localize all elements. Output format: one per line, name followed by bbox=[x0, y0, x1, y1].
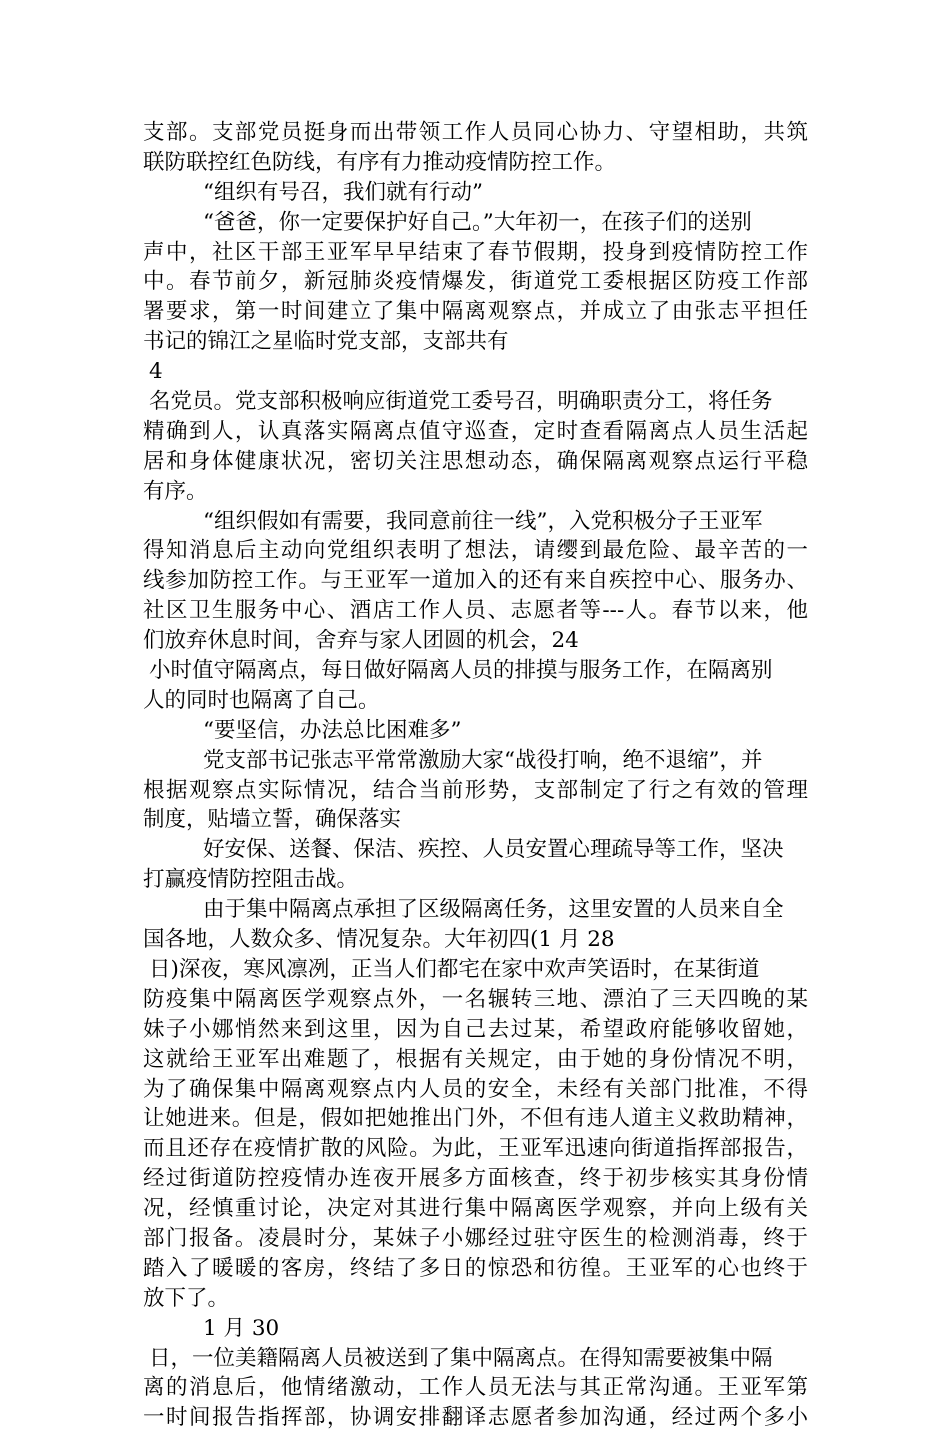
text-line: 为了确保集中隔离观察点内人员的安全，未经有关部门批准，不得 bbox=[143, 1076, 808, 1102]
text-line: 1 月 30 bbox=[203, 1315, 280, 1341]
text-line: 好安保、送餐、保洁、疾控、人员安置心理疏导等工作，坚决 bbox=[203, 837, 784, 863]
text-line: 线参加防控工作。与王亚军一道加入的还有来自疾控中心、服务办、 bbox=[143, 568, 808, 594]
text-line: 社区卫生服务中心、酒店工作人员、志愿者等---人。春节以来，他 bbox=[143, 598, 808, 624]
text-line: 国各地，人数众多、情况复杂。大年初四(1 月 28 bbox=[143, 927, 615, 953]
text-line: 让她进来。但是，假如把她推出门外，不但有违人道主义救助精神， bbox=[143, 1106, 808, 1132]
text-line: 日，一位美籍隔离人员被送到了集中隔离点。在得知需要被集中隔 bbox=[149, 1345, 773, 1371]
text-line: 制度，贴墙立誓，确保落实 bbox=[143, 807, 402, 833]
text-line: 名党员。党支部积极响应街道党工委号召，明确职责分工，将任务 bbox=[149, 389, 773, 415]
text-line: 日)深夜，寒风凛冽，正当人们都宅在家中欢声笑语时，在某街道 bbox=[149, 956, 760, 982]
text-line: “爸爸，你一定要保护好自己。”大年初一，在孩子们的送别 bbox=[203, 209, 752, 235]
text-line: 署要求，第一时间建立了集中隔离观察点，并成立了由张志平担任 bbox=[143, 299, 808, 325]
text-line: 部门报备。凌晨时分，某妹子小娜经过驻守医生的检测消毒，终于 bbox=[143, 1225, 808, 1251]
text-line: 中。春节前夕，新冠肺炎疫情爆发，街道党工委根据区防疫工作部 bbox=[143, 269, 808, 295]
text-line: 精确到人，认真落实隔离点值守巡查，定时查看隔离点人员生活起 bbox=[143, 418, 808, 444]
text-line: 打赢疫情防控阻击战。 bbox=[143, 867, 359, 893]
text-line: 小时值守隔离点，每日做好隔离人员的排摸与服务工作，在隔离别 bbox=[149, 658, 773, 684]
text-line: 离的消息后，他情绪激动，工作人员无法与其正常沟通。王亚军第 bbox=[143, 1375, 808, 1401]
text-line: 由于集中隔离点承担了区级隔离任务，这里安置的人员来自全 bbox=[203, 897, 784, 923]
text-line: 居和身体健康状况，密切关注思想动态，确保隔离观察点运行平稳 bbox=[143, 448, 808, 474]
text-line: 得知消息后主动向党组织表明了想法，请缨到最危险、最辛苦的一 bbox=[143, 538, 808, 564]
text-line: 声中，社区干部王亚军早早结束了春节假期，投身到疫情防控工作 bbox=[143, 239, 808, 265]
text-line: 支部。支部党员挺身而出带领工作人员同心协力、守望相助，共筑 bbox=[143, 120, 808, 145]
text-line: 一时间报告指挥部，协调安排翻译志愿者参加沟通，经过两个多小 bbox=[143, 1405, 808, 1431]
text-line: 党支部书记张志平常常激励大家“战役打响，绝不退缩”，并 bbox=[203, 747, 763, 773]
text-line: 而且还存在疫情扩散的风险。为此，王亚军迅速向街道指挥部报告， bbox=[143, 1136, 808, 1162]
text-line: 这就给王亚军出难题了，根据有关规定，由于她的身份情况不明， bbox=[143, 1046, 808, 1072]
section-heading: “组织有号召，我们就有行动” bbox=[203, 179, 483, 205]
text-line: 联防联控红色防线，有序有力推动疫情防控工作。 bbox=[143, 149, 617, 175]
text-line: 况，经慎重讨论，决定对其进行集中隔离医学观察，并向上级有关 bbox=[143, 1196, 808, 1222]
text-line: 书记的锦江之星临时党支部，支部共有 bbox=[143, 329, 509, 355]
section-heading: “要坚信，办法总比困难多” bbox=[203, 717, 462, 743]
text-line: 经过街道防控疫情办连夜开展多方面核查，终于初步核实其身份情 bbox=[143, 1166, 808, 1192]
text-line: 防疫集中隔离医学观察点外，一名辗转三地、漂泊了三天四晚的某 bbox=[143, 986, 808, 1012]
text-line: 人的同时也隔离了自己。 bbox=[143, 687, 380, 713]
text-line: 妹子小娜悄然来到这里，因为自己去过某，希望政府能够收留她， bbox=[143, 1016, 808, 1042]
text-line: 4 bbox=[149, 359, 163, 385]
text-line: 有序。 bbox=[143, 478, 208, 504]
text-line: “组织假如有需要，我同意前往一线”，入党积极分子王亚军 bbox=[203, 508, 763, 534]
text-line: 根据观察点实际情况，结合当前形势，支部制定了行之有效的管理 bbox=[143, 777, 808, 803]
text-line: 们放弃休息时间，舍弃与家人团圆的机会，24 bbox=[143, 628, 579, 654]
document-body bbox=[143, 118, 808, 1433]
text-line: 放下了。 bbox=[143, 1285, 230, 1311]
text-line: 踏入了暖暖的客房，终结了多日的惊恐和彷徨。王亚军的心也终于 bbox=[143, 1255, 808, 1281]
